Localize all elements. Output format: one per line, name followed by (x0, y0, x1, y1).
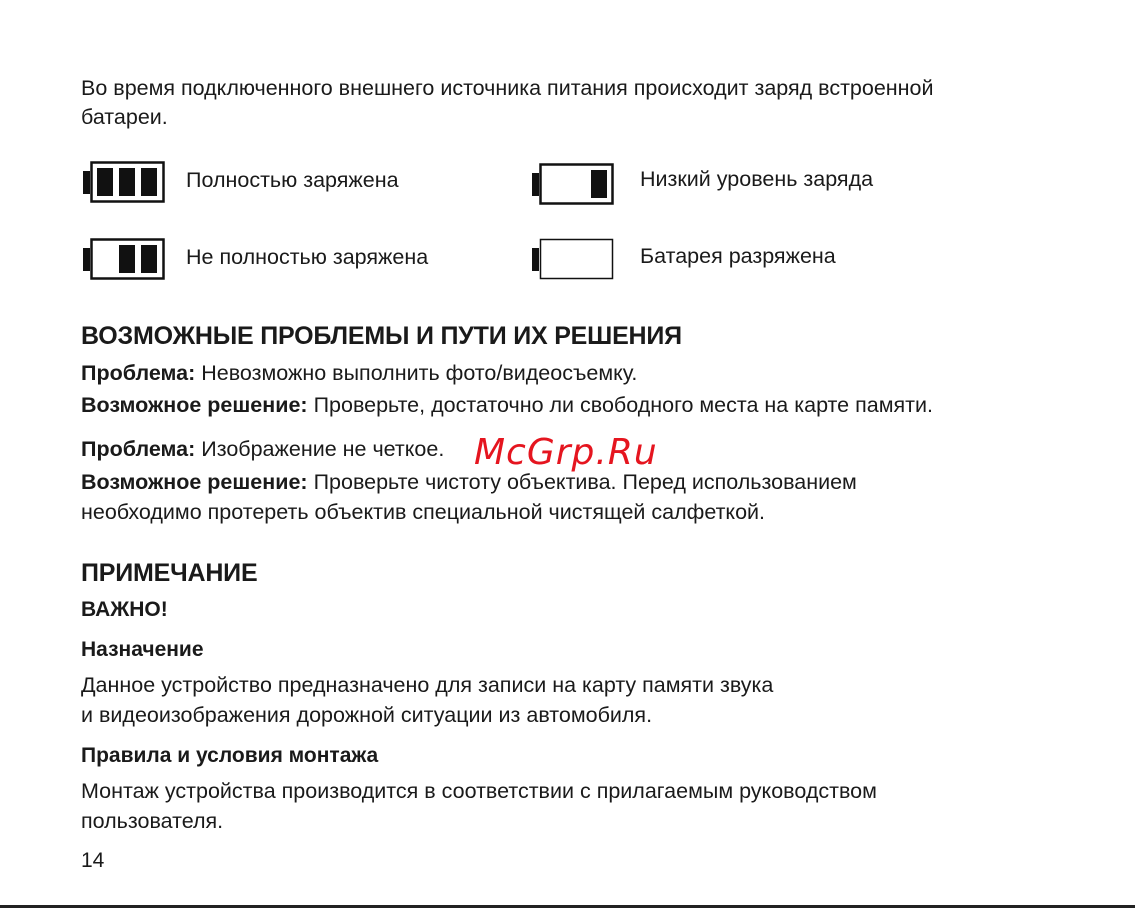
battery-low-icon (532, 162, 614, 206)
battery-full-icon (83, 160, 165, 204)
solution-label: Возможное решение: (81, 393, 308, 417)
problem-label: Проблема: (81, 361, 196, 385)
problem-1-text: Невозможно выполнить фото/видеосъемку. (201, 361, 638, 385)
problem-1 (81, 359, 637, 388)
solution-label: Возможное решение: (81, 470, 308, 494)
solution-1-text: Проверьте, достаточно ли свободного места на карте памяти. (313, 393, 933, 417)
note-heading: ПРИМЕЧАНИЕ (81, 559, 258, 587)
solution-2 (81, 468, 857, 497)
battery-partial-icon (83, 237, 165, 281)
solution-1 (81, 391, 933, 420)
purpose-line-2: и видеоизображения дорожной ситуации из автомобиля. (81, 703, 653, 727)
page-number: 14 (81, 849, 105, 872)
battery-empty-icon (532, 237, 614, 281)
problem-2-text: Изображение не четкое. (201, 437, 445, 461)
solution-2-line-2: необходимо протереть объектив специальной чистящей салфеткой. (81, 500, 766, 524)
troubleshooting-heading: ВОЗМОЖНЫЕ ПРОБЛЕМЫ И ПУТИ ИХ РЕШЕНИЯ (81, 322, 682, 350)
solution-2-text: Проверьте чистоту объектива. Перед использованием (313, 470, 857, 494)
battery-empty-label: Батарея разряжена (640, 244, 836, 268)
mounting-title: Правила и условия монтажа (81, 744, 379, 767)
mounting-line-2: пользователя. (81, 809, 224, 833)
watermark: McGrp.Ru (474, 432, 658, 473)
problem-2 (81, 435, 444, 464)
problem-label: Проблема: (81, 437, 196, 461)
purpose-title: Назначение (81, 638, 204, 661)
important-label: ВАЖНО! (81, 598, 168, 621)
battery-partial-label: Не полностью заряжена (186, 245, 429, 269)
mounting-line-1: Монтаж устройства производится в соответствии с прилагаемым руководством (81, 779, 877, 803)
purpose-line-1: Данное устройство предназначено для записи на карту памяти звука (81, 673, 774, 697)
battery-full-label: Полностью заряжена (186, 168, 399, 192)
intro-line-2: батареи. (81, 105, 168, 129)
intro-line-1: Во время подключенного внешнего источника питания происходит заряд встроенной (81, 76, 934, 100)
battery-low-label: Низкий уровень заряда (640, 167, 874, 191)
